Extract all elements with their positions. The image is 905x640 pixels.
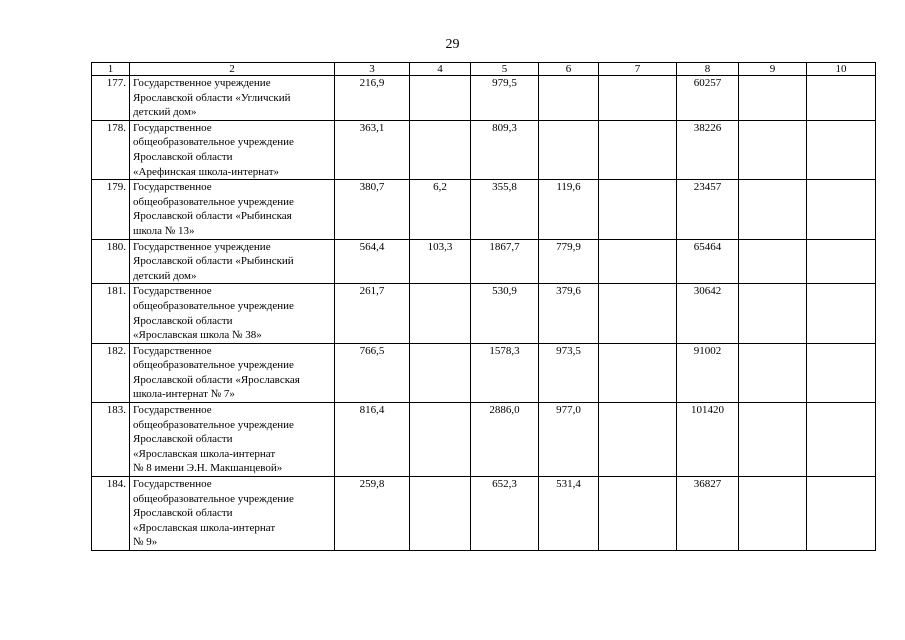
institution-name-line: Ярославской области «Рыбинская <box>133 210 292 223</box>
value-cell-col10 <box>807 477 876 551</box>
value-cell-col10 <box>807 343 876 402</box>
page-number: 29 <box>445 37 460 52</box>
row-number-cell: 177. <box>92 76 130 121</box>
institution-name-line: Государственное учреждение <box>133 240 271 253</box>
value-cell-col3: 261,7 <box>335 284 410 343</box>
column-header: 9 <box>739 63 807 76</box>
value-cell-col6: 779,9 <box>539 239 599 284</box>
institution-name-line: Государственное учреждение <box>133 77 271 89</box>
value-cell-col3: 816,4 <box>335 403 410 477</box>
row-number-cell: 182. <box>92 343 130 402</box>
column-header: 6 <box>539 63 599 76</box>
table-row <box>92 120 876 179</box>
institution-name-line: Государственное <box>133 478 212 491</box>
value-cell-col9 <box>739 477 807 551</box>
column-header: 8 <box>677 63 739 76</box>
value-cell-col7 <box>599 239 677 284</box>
institution-name-cell <box>130 284 335 343</box>
institution-name-line: «Ярославская школа № 38» <box>133 329 262 342</box>
value-cell-col4 <box>410 76 471 121</box>
institution-name-line: общеобразовательное учреждение <box>133 418 294 431</box>
value-cell-col6 <box>539 76 599 121</box>
value-cell-col7 <box>599 403 677 477</box>
value-cell-col5: 809,3 <box>471 120 539 179</box>
value-cell-col6: 119,6 <box>539 180 599 239</box>
value-cell-col6 <box>539 120 599 179</box>
institution-name-line: Государственное <box>133 181 212 194</box>
institution-name-cell <box>130 343 335 402</box>
institution-name-line: Ярославской области «Рыбинский <box>133 255 294 268</box>
column-header: 3 <box>335 63 410 76</box>
value-cell-col4 <box>410 343 471 402</box>
institution-name-line: школа № 13» <box>133 224 195 237</box>
value-cell-col6: 531,4 <box>539 477 599 551</box>
institution-name-line: общеобразовательное учреждение <box>133 299 294 312</box>
value-cell-col9 <box>739 403 807 477</box>
value-cell-col4: 6,2 <box>410 180 471 239</box>
value-cell-col5: 2886,0 <box>471 403 539 477</box>
institution-name-line: детский дом» <box>133 269 197 282</box>
value-cell-col9 <box>739 239 807 284</box>
table-row <box>92 477 876 551</box>
header-row <box>92 63 876 76</box>
value-cell-col7 <box>599 477 677 551</box>
institution-name-line: Государственное <box>133 121 212 134</box>
value-cell-col9 <box>739 76 807 121</box>
value-cell-col8: 91002 <box>677 343 739 402</box>
value-cell-col5: 979,5 <box>471 76 539 121</box>
institution-name-line: общеобразовательное учреждение <box>133 359 294 372</box>
institution-name-line: общеобразовательное учреждение <box>133 195 294 208</box>
value-cell-col4 <box>410 120 471 179</box>
value-cell-col4: 103,3 <box>410 239 471 284</box>
institution-name-line: № 8 имени Э.Н. Макшанцевой» <box>133 462 283 475</box>
value-cell-col7 <box>599 343 677 402</box>
row-number-cell: 183. <box>92 403 130 477</box>
column-header: 7 <box>599 63 677 76</box>
value-cell-col8: 30642 <box>677 284 739 343</box>
institution-name-line: Ярославской области «Угличский <box>133 91 291 104</box>
table-row <box>92 76 876 121</box>
value-cell-col9 <box>739 284 807 343</box>
institution-name-cell <box>130 477 335 551</box>
institution-name-line: общеобразовательное учреждение <box>133 492 294 505</box>
column-header: 2 <box>130 63 335 76</box>
value-cell-col8: 36827 <box>677 477 739 551</box>
institution-name-line: Государственное <box>133 344 212 357</box>
value-cell-col5: 652,3 <box>471 477 539 551</box>
value-cell-col4 <box>410 284 471 343</box>
institution-name-line: Ярославской области <box>133 433 233 446</box>
institution-name-line: общеобразовательное учреждение <box>133 136 294 149</box>
row-number-cell: 184. <box>92 477 130 551</box>
value-cell-col3: 259,8 <box>335 477 410 551</box>
table-row <box>92 403 876 477</box>
value-cell-col10 <box>807 403 876 477</box>
value-cell-col8: 38226 <box>677 120 739 179</box>
value-cell-col3: 564,4 <box>335 239 410 284</box>
institution-name-cell <box>130 120 335 179</box>
value-cell-col9 <box>739 180 807 239</box>
value-cell-col4 <box>410 477 471 551</box>
value-cell-col6: 973,5 <box>539 343 599 402</box>
value-cell-col6: 379,6 <box>539 284 599 343</box>
institution-name-line: «Ярославская школа-интернат <box>133 447 276 460</box>
institution-name-cell <box>130 403 335 477</box>
institution-name-line: Ярославской области <box>133 150 233 163</box>
value-cell-col8: 65464 <box>677 239 739 284</box>
table-body <box>92 76 876 551</box>
value-cell-col5: 530,9 <box>471 284 539 343</box>
value-cell-col10 <box>807 284 876 343</box>
value-cell-col7 <box>599 120 677 179</box>
institution-name-line: «Ярославская школа-интернат <box>133 521 276 534</box>
value-cell-col5: 355,8 <box>471 180 539 239</box>
value-cell-col7 <box>599 284 677 343</box>
institution-name-line: школа-интернат № 7» <box>133 388 235 401</box>
value-cell-col7 <box>599 180 677 239</box>
institution-name-line: Ярославской области <box>133 314 233 327</box>
value-cell-col5: 1578,3 <box>471 343 539 402</box>
row-number-cell: 180. <box>92 239 130 284</box>
column-header: 5 <box>471 63 539 76</box>
value-cell-col8: 23457 <box>677 180 739 239</box>
value-cell-col8: 101420 <box>677 403 739 477</box>
institution-name-line: «Арефинская школа-интернат» <box>133 165 280 178</box>
value-cell-col4 <box>410 403 471 477</box>
value-cell-col3: 766,5 <box>335 343 410 402</box>
institution-name-line: № 9» <box>133 536 158 549</box>
row-number-cell: 181. <box>92 284 130 343</box>
table-row <box>92 343 876 402</box>
institution-name-cell <box>130 76 335 121</box>
institution-name-line: Государственное <box>133 285 212 298</box>
value-cell-col7 <box>599 76 677 121</box>
institution-name-cell <box>130 180 335 239</box>
column-header: 10 <box>807 63 876 76</box>
institution-name-line: Ярославской области «Ярославская <box>133 373 300 386</box>
value-cell-col10 <box>807 120 876 179</box>
column-header: 4 <box>410 63 471 76</box>
value-cell-col3: 363,1 <box>335 120 410 179</box>
table-row <box>92 180 876 239</box>
institutions-table <box>91 62 876 551</box>
institution-name-cell <box>130 239 335 284</box>
value-cell-col10 <box>807 239 876 284</box>
value-cell-col10 <box>807 76 876 121</box>
value-cell-col3: 216,9 <box>335 76 410 121</box>
table-row <box>92 239 876 284</box>
value-cell-col8: 60257 <box>677 76 739 121</box>
value-cell-col9 <box>739 120 807 179</box>
institution-name-line: Государственное <box>133 404 212 417</box>
value-cell-col10 <box>807 180 876 239</box>
value-cell-col3: 380,7 <box>335 180 410 239</box>
row-number-cell: 178. <box>92 120 130 179</box>
institution-name-line: детский дом» <box>133 106 197 119</box>
institution-name-line: Ярославской области <box>133 507 233 520</box>
value-cell-col9 <box>739 343 807 402</box>
row-number-cell: 179. <box>92 180 130 239</box>
column-header: 1 <box>92 63 130 76</box>
table-row <box>92 284 876 343</box>
value-cell-col6: 977,0 <box>539 403 599 477</box>
value-cell-col5: 1867,7 <box>471 239 539 284</box>
